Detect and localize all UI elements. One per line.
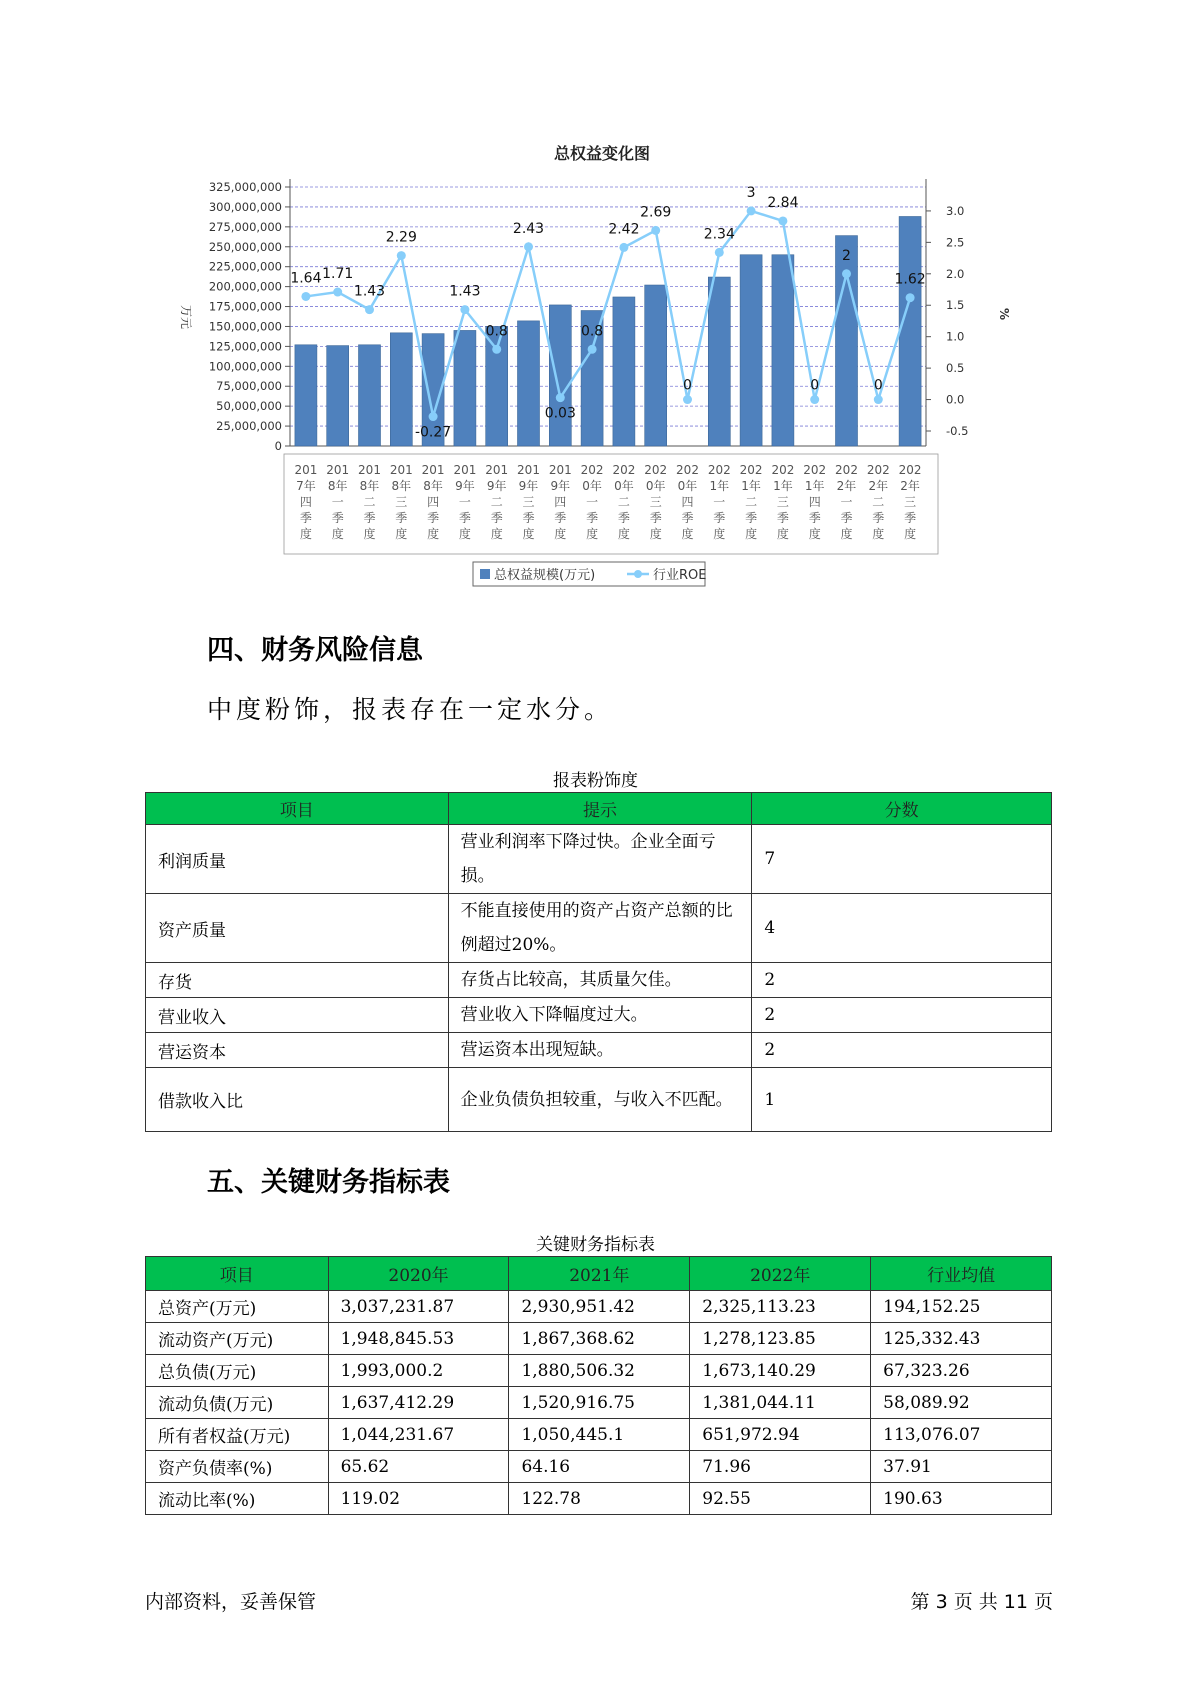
x-tick-label: 1年 bbox=[773, 479, 793, 493]
kpi-cell: 194,152.25 bbox=[871, 1291, 1052, 1323]
y-tick-label: 175,000,000 bbox=[208, 299, 282, 314]
x-tick-label: 度 bbox=[872, 527, 885, 541]
x-tick-label: 202 bbox=[866, 463, 890, 477]
x-tick-label: 四 bbox=[808, 495, 821, 509]
kpi-table-header-row bbox=[146, 1257, 1052, 1291]
y-tick-label: 50,000,000 bbox=[216, 399, 282, 414]
risk-item: 借款收入比 bbox=[146, 1068, 449, 1132]
x-tick-label: 四 bbox=[554, 495, 567, 509]
roe-data-label: 2.34 bbox=[703, 226, 735, 243]
roe-data-label: 2.84 bbox=[767, 194, 799, 211]
table-row bbox=[146, 1068, 1052, 1132]
y2-tick-label: 0.5 bbox=[946, 361, 965, 376]
x-tick-label: 度 bbox=[363, 527, 376, 541]
x-tick-label: 季 bbox=[904, 511, 917, 525]
y-tick-label: 100,000,000 bbox=[208, 359, 282, 374]
kpi-cell: 2,930,951.42 bbox=[509, 1291, 690, 1323]
x-tick-label: 度 bbox=[840, 527, 853, 541]
x-tick-label: 201 bbox=[358, 463, 381, 477]
risk-item: 利润质量 bbox=[146, 825, 449, 894]
bar bbox=[708, 277, 730, 446]
x-tick-label: 季 bbox=[681, 511, 694, 525]
kpi-cell: 资产负债率(%) bbox=[146, 1451, 329, 1483]
x-tick-label: 季 bbox=[808, 511, 821, 525]
x-tick-label: 度 bbox=[299, 527, 312, 541]
x-tick-label: 2年 bbox=[868, 479, 889, 493]
x-tick-label: 一 bbox=[586, 495, 599, 509]
roe-point bbox=[397, 251, 406, 260]
roe-point bbox=[619, 243, 628, 252]
x-tick-label: 201 bbox=[453, 463, 477, 477]
kpi-cell: 总资产(万元) bbox=[146, 1291, 329, 1323]
table-row bbox=[146, 998, 1052, 1033]
x-tick-label: 0年 bbox=[677, 479, 698, 493]
x-tick-label: 202 bbox=[739, 463, 763, 477]
risk-score: 7 bbox=[752, 825, 1052, 894]
y2-axis-label: % bbox=[997, 307, 1011, 321]
roe-point bbox=[556, 393, 565, 402]
x-tick-label: 度 bbox=[808, 527, 821, 541]
y-tick-label: 200,000,000 bbox=[208, 279, 282, 294]
x-tick-label: 202 bbox=[644, 463, 668, 477]
kpi-header-industry-avg: 行业均值 bbox=[871, 1257, 1052, 1291]
table-row bbox=[146, 1387, 1052, 1419]
kpi-cell: 1,381,044.11 bbox=[690, 1387, 871, 1419]
risk-hint: 不能直接使用的资产占资产总额的比例超过20%。 bbox=[448, 894, 752, 963]
kpi-cell: 65.62 bbox=[328, 1451, 509, 1483]
x-tick-label: 季 bbox=[490, 511, 503, 525]
x-tick-label: 季 bbox=[840, 511, 853, 525]
y-tick-label: 225,000,000 bbox=[208, 259, 282, 274]
x-tick-label: 9年 bbox=[550, 479, 571, 493]
footer-left: 内部资料，妥善保管 bbox=[145, 1591, 317, 1613]
x-tick-label: 202 bbox=[803, 463, 827, 477]
kpi-cell: 1,867,368.62 bbox=[509, 1323, 690, 1355]
kpi-cell: 1,637,412.29 bbox=[328, 1387, 509, 1419]
x-tick-label: 二 bbox=[490, 495, 503, 509]
bar bbox=[454, 330, 476, 446]
risk-item: 营运资本 bbox=[146, 1033, 449, 1068]
roe-point bbox=[874, 395, 883, 404]
kpi-cell: 总负债(万元) bbox=[146, 1355, 329, 1387]
bar bbox=[390, 333, 412, 446]
y-tick-label: 275,000,000 bbox=[208, 219, 282, 234]
x-tick-label: 四 bbox=[427, 495, 440, 509]
y-tick-label: 250,000,000 bbox=[208, 239, 282, 254]
equity-chart bbox=[168, 135, 1011, 590]
roe-point bbox=[651, 226, 660, 235]
risk-header-item: 项目 bbox=[146, 793, 449, 825]
kpi-cell: 71.96 bbox=[690, 1451, 871, 1483]
kpi-cell: 流动负债(万元) bbox=[146, 1387, 329, 1419]
x-tick-label: 8年 bbox=[327, 479, 348, 493]
x-tick-label: 度 bbox=[649, 527, 662, 541]
risk-item: 存货 bbox=[146, 963, 449, 998]
x-tick-label: 201 bbox=[548, 463, 572, 477]
x-tick-label: 一 bbox=[331, 495, 344, 509]
table-row bbox=[146, 1033, 1052, 1068]
x-tick-label: 201 bbox=[485, 463, 509, 477]
table-row bbox=[146, 1483, 1052, 1515]
x-tick-label: 0年 bbox=[614, 479, 634, 493]
x-tick-label: 9年 bbox=[486, 479, 507, 493]
legend-bar-swatch bbox=[480, 569, 490, 579]
roe-data-label: 1.43 bbox=[353, 283, 386, 300]
roe-data-label: 0.03 bbox=[544, 405, 576, 422]
bar bbox=[613, 297, 635, 446]
x-tick-label: 2年 bbox=[836, 479, 857, 493]
y2-tick-label: 2.0 bbox=[946, 266, 965, 281]
x-tick-label: 度 bbox=[522, 527, 535, 541]
roe-point bbox=[524, 242, 533, 251]
risk-header-score: 分数 bbox=[752, 793, 1052, 825]
risk-score: 2 bbox=[752, 998, 1052, 1033]
table-row bbox=[146, 963, 1052, 998]
bar bbox=[836, 236, 858, 446]
risk-table bbox=[145, 792, 1052, 1132]
risk-item: 营业收入 bbox=[146, 998, 449, 1033]
risk-score: 2 bbox=[752, 1033, 1052, 1068]
roe-data-label: 2.29 bbox=[385, 229, 417, 246]
kpi-cell: 流动资产(万元) bbox=[146, 1323, 329, 1355]
x-tick-label: 四 bbox=[681, 495, 694, 509]
y-tick-label: 125,000,000 bbox=[208, 339, 282, 354]
kpi-cell: 1,993,000.2 bbox=[328, 1355, 509, 1387]
x-tick-label: 季 bbox=[586, 511, 599, 525]
x-tick-label: 度 bbox=[331, 527, 344, 541]
bar bbox=[740, 255, 762, 446]
kpi-table bbox=[145, 1256, 1052, 1515]
kpi-cell: 1,948,845.53 bbox=[328, 1323, 509, 1355]
roe-data-label: 0.8 bbox=[485, 323, 508, 340]
bar bbox=[359, 345, 381, 446]
roe-data-label: 0.8 bbox=[580, 323, 604, 340]
x-tick-label: 季 bbox=[522, 511, 535, 525]
bar bbox=[486, 326, 508, 446]
kpi-cell: 113,076.07 bbox=[871, 1419, 1052, 1451]
kpi-header-2021: 2021年 bbox=[509, 1257, 690, 1291]
bar bbox=[772, 255, 794, 446]
table-row bbox=[146, 1291, 1052, 1323]
x-tick-label: 202 bbox=[707, 463, 731, 477]
risk-item: 资产质量 bbox=[146, 894, 449, 963]
x-tick-label: 三 bbox=[776, 495, 789, 509]
roe-point bbox=[715, 248, 724, 257]
section5-heading: 五、关键财务指标表 bbox=[207, 1167, 450, 1198]
kpi-cell: 所有者权益(万元) bbox=[146, 1419, 329, 1451]
risk-hint: 营运资本出现短缺。 bbox=[448, 1033, 752, 1068]
kpi-cell: 1,520,916.75 bbox=[509, 1387, 690, 1419]
kpi-cell: 119.02 bbox=[328, 1483, 509, 1515]
y2-tick-label: 0.0 bbox=[946, 392, 965, 407]
roe-data-label: 1.71 bbox=[322, 266, 354, 283]
x-tick-label: 四 bbox=[299, 495, 312, 509]
bar bbox=[327, 346, 349, 446]
x-tick-label: 一 bbox=[458, 495, 471, 509]
roe-point bbox=[460, 305, 469, 314]
kpi-header-item: 项目 bbox=[146, 1257, 329, 1291]
kpi-cell: 122.78 bbox=[509, 1483, 690, 1515]
chart-title: 总权益变化图 bbox=[553, 144, 651, 163]
bar bbox=[899, 216, 921, 446]
x-tick-label: 7年 bbox=[296, 479, 316, 493]
roe-data-label: 1.62 bbox=[894, 271, 926, 288]
y-tick-label: 325,000,000 bbox=[208, 180, 282, 194]
x-tick-label: 季 bbox=[458, 511, 471, 525]
x-tick-label: 202 bbox=[676, 463, 699, 477]
roe-point bbox=[333, 288, 342, 297]
x-tick-label: 季 bbox=[554, 511, 567, 525]
roe-point bbox=[778, 216, 787, 225]
roe-data-label: 2.42 bbox=[608, 221, 640, 238]
x-tick-label: 1年 bbox=[804, 479, 825, 493]
x-tick-label: 度 bbox=[681, 527, 694, 541]
risk-score: 4 bbox=[752, 894, 1052, 963]
y2-tick-label: 3.0 bbox=[946, 203, 965, 218]
roe-data-label: 0 bbox=[810, 377, 820, 394]
y-tick-label: 150,000,000 bbox=[208, 319, 282, 334]
risk-table-header-row bbox=[146, 793, 1052, 825]
x-tick-label: 季 bbox=[713, 511, 726, 525]
y-tick-label: 75,000,000 bbox=[216, 379, 282, 394]
x-tick-label: 三 bbox=[904, 495, 917, 509]
x-tick-label: 季 bbox=[872, 511, 885, 525]
x-tick-label: 9年 bbox=[455, 479, 475, 493]
roe-point bbox=[906, 293, 915, 302]
x-tick-label: 8年 bbox=[359, 479, 380, 493]
x-tick-label: 201 bbox=[294, 463, 318, 477]
section4-paragraph: 中度粉饰，报表存在一定水分。 bbox=[207, 695, 614, 724]
roe-point bbox=[588, 345, 597, 354]
roe-data-label: -0.27 bbox=[414, 424, 452, 441]
roe-point bbox=[683, 395, 692, 404]
legend-bar-label: 总权益规模(万元) bbox=[494, 568, 596, 583]
roe-point bbox=[842, 269, 851, 278]
footer-page-number: 第 3 页 共 11 页 bbox=[910, 1591, 1053, 1613]
kpi-cell: 1,278,123.85 bbox=[690, 1323, 871, 1355]
kpi-cell: 651,972.94 bbox=[690, 1419, 871, 1451]
x-tick-label: 度 bbox=[395, 527, 408, 541]
kpi-cell: 67,323.26 bbox=[871, 1355, 1052, 1387]
kpi-cell: 1,880,506.32 bbox=[509, 1355, 690, 1387]
risk-score: 2 bbox=[752, 963, 1052, 998]
kpi-cell: 3,037,231.87 bbox=[328, 1291, 509, 1323]
risk-hint: 营业收入下降幅度过大。 bbox=[448, 998, 752, 1033]
x-tick-label: 201 bbox=[326, 463, 350, 477]
table-row bbox=[146, 1451, 1052, 1483]
kpi-cell: 58,089.92 bbox=[871, 1387, 1052, 1419]
roe-point bbox=[301, 292, 310, 301]
roe-data-label: 3 bbox=[746, 184, 756, 201]
x-tick-label: 三 bbox=[395, 495, 408, 509]
roe-data-label: 2.43 bbox=[512, 220, 545, 237]
x-tick-label: 一 bbox=[713, 495, 726, 509]
x-tick-label: 季 bbox=[776, 511, 789, 525]
x-tick-label: 季 bbox=[299, 511, 312, 525]
roe-data-label: 2.69 bbox=[640, 204, 672, 221]
kpi-cell: 1,044,231.67 bbox=[328, 1419, 509, 1451]
x-tick-label: 三 bbox=[522, 495, 535, 509]
y2-tick-label: 2.5 bbox=[946, 235, 965, 250]
x-tick-label: 度 bbox=[586, 527, 599, 541]
x-tick-label: 季 bbox=[649, 511, 662, 525]
kpi-table-caption: 关键财务指标表 bbox=[536, 1235, 655, 1255]
roe-data-label: 0 bbox=[873, 377, 883, 394]
risk-score: 1 bbox=[752, 1068, 1052, 1132]
y-tick-label: 25,000,000 bbox=[216, 419, 282, 434]
roe-data-label: 1.64 bbox=[290, 270, 322, 287]
kpi-cell: 64.16 bbox=[509, 1451, 690, 1483]
y-tick-label: 300,000,000 bbox=[208, 199, 282, 214]
kpi-cell: 1,673,140.29 bbox=[690, 1355, 871, 1387]
table-row bbox=[146, 1323, 1052, 1355]
roe-point bbox=[365, 305, 374, 314]
table-row bbox=[146, 1419, 1052, 1451]
risk-header-hint: 提示 bbox=[448, 793, 752, 825]
x-tick-label: 季 bbox=[427, 511, 440, 525]
x-tick-label: 201 bbox=[389, 463, 413, 477]
equity-chart-svg bbox=[168, 135, 1011, 590]
bar bbox=[549, 305, 571, 446]
x-tick-label: 2年 bbox=[900, 479, 920, 493]
kpi-cell: 190.63 bbox=[871, 1483, 1052, 1515]
risk-hint: 企业负债负担较重，与收入不匹配。 bbox=[448, 1068, 752, 1132]
x-tick-label: 8年 bbox=[391, 479, 412, 493]
bar bbox=[295, 345, 317, 446]
roe-point bbox=[747, 206, 756, 215]
x-tick-label: 1年 bbox=[709, 479, 730, 493]
x-tick-label: 度 bbox=[427, 527, 440, 541]
x-tick-label: 季 bbox=[331, 511, 344, 525]
roe-data-label: 0 bbox=[683, 377, 692, 394]
kpi-cell: 92.55 bbox=[690, 1483, 871, 1515]
x-tick-label: 度 bbox=[745, 527, 758, 541]
roe-point bbox=[810, 395, 819, 404]
roe-point bbox=[492, 345, 501, 354]
x-tick-label: 度 bbox=[904, 527, 917, 541]
x-tick-label: 季 bbox=[617, 511, 630, 525]
kpi-cell: 125,332.43 bbox=[871, 1323, 1052, 1355]
x-tick-label: 202 bbox=[580, 463, 604, 477]
x-tick-label: 度 bbox=[458, 527, 471, 541]
x-tick-label: 0年 bbox=[645, 479, 666, 493]
x-tick-label: 季 bbox=[745, 511, 758, 525]
legend-line-marker bbox=[634, 570, 642, 578]
roe-point bbox=[429, 412, 438, 421]
roe-data-label: 2 bbox=[842, 247, 851, 264]
y2-tick-label: 1.5 bbox=[946, 298, 965, 313]
x-tick-label: 0年 bbox=[582, 479, 602, 493]
x-tick-label: 202 bbox=[898, 463, 922, 477]
x-tick-label: 8年 bbox=[423, 479, 443, 493]
x-tick-label: 二 bbox=[872, 495, 885, 509]
legend-line-label: 行业ROE bbox=[653, 568, 707, 583]
y2-tick-label: -0.5 bbox=[946, 424, 969, 438]
risk-table-caption: 报表粉饰度 bbox=[553, 771, 638, 791]
y-axis-label: 万元 bbox=[179, 304, 193, 330]
x-tick-label: 度 bbox=[617, 527, 630, 541]
x-tick-label: 度 bbox=[490, 527, 503, 541]
y-tick-label: 0 bbox=[274, 439, 282, 453]
x-tick-label: 201 bbox=[517, 463, 540, 477]
table-row bbox=[146, 825, 1052, 894]
x-tick-label: 二 bbox=[363, 495, 376, 509]
kpi-header-2022: 2022年 bbox=[690, 1257, 871, 1291]
x-tick-label: 季 bbox=[363, 511, 376, 525]
risk-hint: 营业利润率下降过快。企业全面亏损。 bbox=[448, 825, 752, 894]
kpi-cell: 流动比率(%) bbox=[146, 1483, 329, 1515]
kpi-cell: 2,325,113.23 bbox=[690, 1291, 871, 1323]
kpi-cell: 1,050,445.1 bbox=[509, 1419, 690, 1451]
kpi-header-2020: 2020年 bbox=[328, 1257, 509, 1291]
x-tick-label: 季 bbox=[395, 511, 408, 525]
x-tick-label: 202 bbox=[835, 463, 858, 477]
kpi-cell: 37.91 bbox=[871, 1451, 1052, 1483]
roe-data-label: 1.43 bbox=[449, 283, 481, 300]
x-tick-label: 201 bbox=[421, 463, 445, 477]
section4-heading: 四、财务风险信息 bbox=[207, 635, 423, 666]
bar bbox=[645, 285, 667, 446]
bar bbox=[518, 321, 540, 446]
x-tick-label: 9年 bbox=[518, 479, 539, 493]
x-tick-label: 一 bbox=[840, 495, 853, 509]
table-row bbox=[146, 894, 1052, 963]
x-tick-label: 度 bbox=[713, 527, 726, 541]
x-tick-label: 202 bbox=[771, 463, 795, 477]
x-tick-label: 202 bbox=[612, 463, 636, 477]
x-tick-label: 三 bbox=[649, 495, 662, 509]
x-tick-label: 二 bbox=[745, 495, 758, 509]
risk-hint: 存货占比较高，其质量欠佳。 bbox=[448, 963, 752, 998]
table-row bbox=[146, 1355, 1052, 1387]
x-tick-label: 度 bbox=[554, 527, 567, 541]
y2-tick-label: 1.0 bbox=[946, 329, 965, 344]
x-tick-label: 二 bbox=[617, 495, 630, 509]
x-tick-label: 度 bbox=[776, 527, 789, 541]
x-tick-label: 1年 bbox=[741, 479, 761, 493]
